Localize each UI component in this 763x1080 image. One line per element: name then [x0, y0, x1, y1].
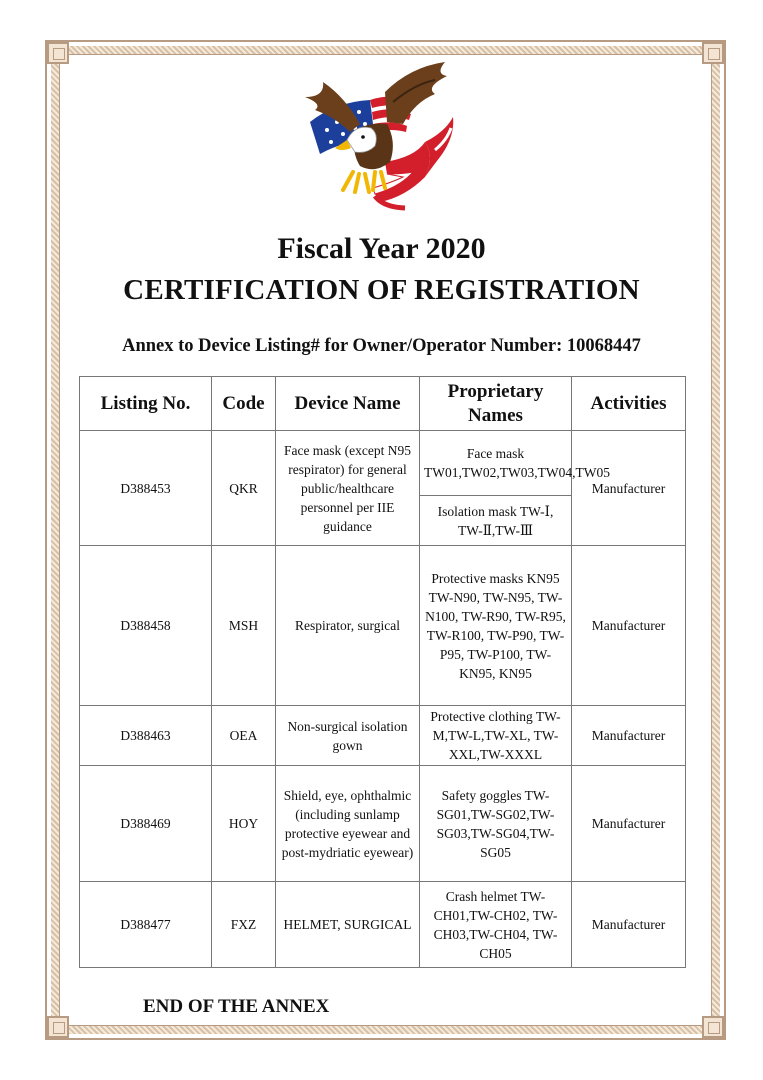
certificate-title: CERTIFICATION OF REGISTRATION	[123, 274, 640, 306]
activity: Manufacturer	[572, 546, 686, 706]
fiscal-year-title: Fiscal Year 2020	[277, 232, 486, 265]
table-row	[80, 706, 686, 766]
product-code: HOY	[212, 766, 276, 882]
listing-number: D388463	[80, 706, 212, 766]
header-device-name: Device Name	[276, 377, 420, 431]
header-activities: Activities	[572, 377, 686, 431]
proprietary-names: Crash helmet TW-CH01,TW-CH02, TW-CH03,TW-CH04, TW-CH05	[420, 882, 572, 968]
proprietary-names: Protective clothing TW-M,TW-L,TW-XL, TW-XXL,TW-XXXL	[420, 706, 572, 766]
header-code: Code	[212, 377, 276, 431]
product-code: OEA	[212, 706, 276, 766]
activity: Manufacturer	[572, 706, 686, 766]
table-row	[80, 766, 686, 882]
proprietary-names: Protective masks KN95 TW-N90, TW-N95, TW-N100, TW-R90, TW-R95, TW-R100, TW-P90, TW-P95, TW-P100, TW-KN95, KN95	[420, 546, 572, 706]
product-code: FXZ	[212, 882, 276, 968]
table-header-row	[80, 377, 686, 431]
eagle-flag-emblem-icon	[275, 62, 460, 212]
header-proprietary-names: Proprietary Names	[420, 377, 572, 431]
activity: Manufacturer	[572, 431, 686, 546]
corner-ornament-bottom-left	[47, 1016, 69, 1038]
product-code: MSH	[212, 546, 276, 706]
activity: Manufacturer	[572, 882, 686, 968]
end-of-annex-text: END OF THE ANNEX	[143, 996, 330, 1017]
proprietary-names: Safety goggles TW-SG01,TW-SG02,TW-SG03,TW-SG04,TW-SG05	[420, 766, 572, 882]
device-name: Shield, eye, ophthalmic (including sunlamp protective eyewear and post-mydriatic eyewear)	[276, 766, 420, 882]
listing-number: D388477	[80, 882, 212, 968]
activity: Manufacturer	[572, 766, 686, 882]
listing-number: D388469	[80, 766, 212, 882]
product-code: QKR	[212, 431, 276, 546]
device-listing-table	[79, 376, 686, 968]
device-name: Face mask (except N95 respirator) for general public/healthcare personnel per IIE guidance	[276, 431, 420, 546]
corner-ornament-top-left	[47, 42, 69, 64]
listing-number: D388458	[80, 546, 212, 706]
device-name: Respirator, surgical	[276, 546, 420, 706]
proprietary-names: Isolation mask TW-Ⅰ, TW-Ⅱ,TW-Ⅲ	[420, 496, 572, 546]
corner-ornament-top-right	[702, 42, 724, 64]
table-row	[80, 546, 686, 706]
device-name: HELMET, SURGICAL	[276, 882, 420, 968]
annex-subtitle: Annex to Device Listing# for Owner/Operator Number: 10068447	[122, 336, 641, 356]
proprietary-names: Face mask TW01,TW02,TW03,TW04,TW05	[420, 431, 572, 496]
device-name: Non-surgical isolation gown	[276, 706, 420, 766]
table-row	[80, 431, 686, 496]
header-listing-no: Listing No.	[80, 377, 212, 431]
table-row	[80, 882, 686, 968]
corner-ornament-bottom-right	[702, 1016, 724, 1038]
listing-number: D388453	[80, 431, 212, 546]
